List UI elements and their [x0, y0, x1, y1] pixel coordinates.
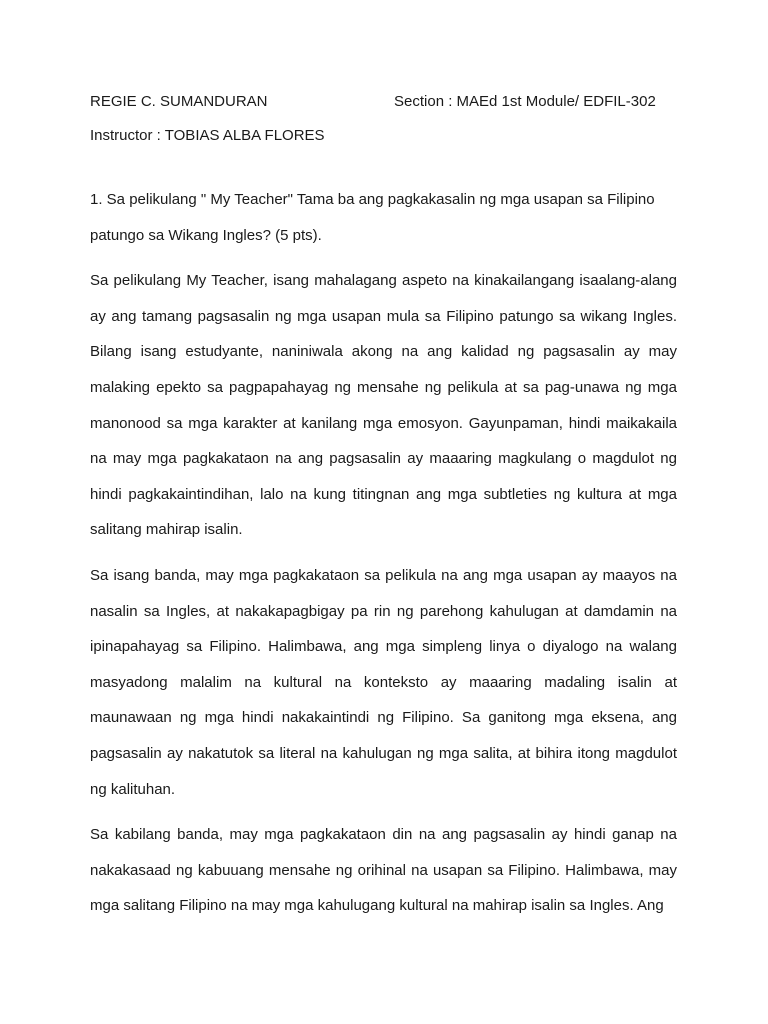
header-row: [90, 92, 677, 112]
section-info: Section : MAEd 1st Module/ EDFIL-302: [394, 93, 656, 110]
question-text: 1. Sa pelikulang " My Teacher" Tama ba ang pagkakasalin ng mga usapan sa Filipino patungo sa Wikang Ingles? (5 pts).: [90, 191, 655, 244]
student-name: REGIE C. SUMANDURAN: [90, 93, 268, 110]
document-body: [90, 182, 677, 924]
paragraph-2: Sa isang banda, may mga pagkakataon sa pelikula na ang mga usapan ay maayos na nasalin sa Ingles, at nakakapagbigay pa rin ng parehong kahulugan at damdamin na ipinapahayag sa Filipino. Halimbawa, ang mga simpleng linya o diyalogo na walang masyadong malalim na kultural na konteksto ay maaaring madaling isalin at maunawaan ng mga hindi nakakaintindi ng Filipino. Sa ganitong mga eksena, ang pagsasalin ay nakatutok sa literal na kahulugan ng mga salita, at bihira itong magdulot ng kalituhan.: [90, 566, 677, 798]
paragraph-1: Sa pelikulang My Teacher, isang mahalagang aspeto na kinakailangang isaalang-alang ay ang tamang pagsasalin ng mga usapan mula sa Filipino patungo sa wikang Ingles. Bilang isang estudyante, naniniwala akong na ang kalidad ng pagsasalin ay may malaking epekto sa pagpapahayag ng mensahe ng pelikula at sa pag-unawa ng mga manonood sa mga karakter at kanilang mga emosyon. Gayunpaman, hindi maikakaila na may mga pagkakataon na ang pagsasalin ay maaaring magkulang o magdulot ng hindi pagkakaintindihan, lalo na kung titingnan ang mga subtleties ng kultura at mga salitang mahirap isalin.: [90, 272, 677, 539]
paragraph-3: Sa kabilang banda, may mga pagkakataon din na ang pagsasalin ay hindi ganap na nakakasaad ng kabuuang mensahe ng orihinal na usapan sa Filipino. Halimbawa, may mga salitang Filipino na may mga kahulugang kultural na mahirap isalin sa Ingles. Ang: [90, 826, 677, 915]
document-page: [90, 92, 677, 934]
instructor-line: Instructor : TOBIAS ALBA FLORES: [90, 127, 325, 144]
